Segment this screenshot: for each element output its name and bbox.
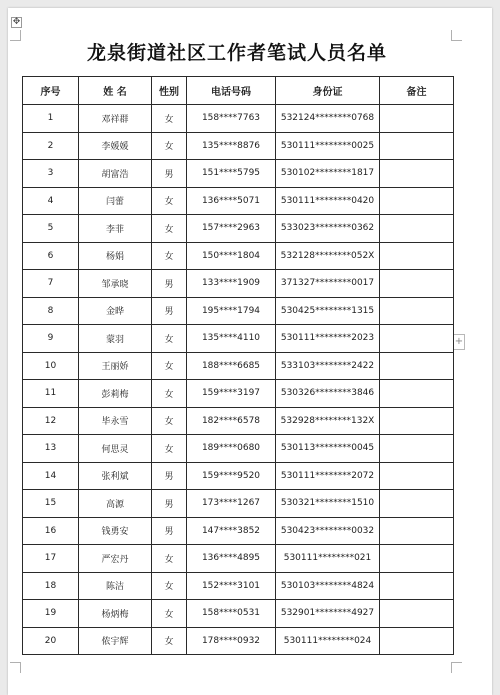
table-row [23, 352, 454, 380]
cell-id: 530425********1315 [276, 297, 380, 325]
cell-gender: 女 [152, 407, 187, 435]
cell-id: 530111********021 [276, 545, 380, 573]
cell-id: 530111********0420 [276, 187, 380, 215]
cell-phone: 136****4895 [187, 545, 276, 573]
cell-phone: 157****2963 [187, 215, 276, 243]
cell-number: 20 [23, 627, 79, 655]
cell-id: 530111********0025 [276, 132, 380, 160]
cell-phone: 195****1794 [187, 297, 276, 325]
cell-name: 蒙羽 [79, 325, 152, 353]
cell-phone: 136****5071 [187, 187, 276, 215]
cell-gender: 女 [152, 380, 187, 408]
table-row [23, 325, 454, 353]
table-header-row [23, 77, 454, 105]
cell-gender: 女 [152, 105, 187, 133]
cell-note [380, 242, 454, 270]
cell-number: 2 [23, 132, 79, 160]
cell-phone: 152****3101 [187, 572, 276, 600]
cell-name: 杨炳梅 [79, 600, 152, 628]
cell-number: 6 [23, 242, 79, 270]
cell-name: 胡富浩 [79, 160, 152, 188]
crop-mark-bottom-left [10, 662, 21, 673]
cell-note [380, 105, 454, 133]
cell-phone: 182****6578 [187, 407, 276, 435]
cell-name: 陈洁 [79, 572, 152, 600]
cell-number: 14 [23, 462, 79, 490]
cell-phone: 135****4110 [187, 325, 276, 353]
table-row [23, 105, 454, 133]
table-row [23, 297, 454, 325]
cell-number: 19 [23, 600, 79, 628]
cell-phone: 158****0531 [187, 600, 276, 628]
crop-mark-top-right [451, 30, 462, 41]
cell-gender: 女 [152, 242, 187, 270]
cell-phone: 159****9520 [187, 462, 276, 490]
cell-id: 530423********0032 [276, 517, 380, 545]
cell-gender: 女 [152, 352, 187, 380]
table-row [23, 490, 454, 518]
cell-gender: 男 [152, 517, 187, 545]
cell-number: 15 [23, 490, 79, 518]
cell-id: 532128********052X [276, 242, 380, 270]
cell-id: 532124********0768 [276, 105, 380, 133]
cell-number: 9 [23, 325, 79, 353]
table-row [23, 517, 454, 545]
cell-note [380, 352, 454, 380]
cell-note [380, 160, 454, 188]
table-row [23, 600, 454, 628]
table-row [23, 132, 454, 160]
cell-name: 彭莉梅 [79, 380, 152, 408]
cell-phone: 159****3197 [187, 380, 276, 408]
table-row [23, 242, 454, 270]
cell-id: 530103********4824 [276, 572, 380, 600]
cell-phone: 147****3852 [187, 517, 276, 545]
table-move-handle-icon[interactable]: ✥ [12, 17, 21, 27]
cell-gender: 女 [152, 627, 187, 655]
cell-gender: 女 [152, 545, 187, 573]
cell-number: 7 [23, 270, 79, 298]
cell-name: 严宏丹 [79, 545, 152, 573]
crop-mark-bottom-right [451, 662, 462, 673]
cell-id: 533103********2422 [276, 352, 380, 380]
cell-gender: 女 [152, 132, 187, 160]
roster-table [22, 76, 454, 655]
add-row-handle-icon[interactable]: + [453, 334, 465, 350]
cell-note [380, 490, 454, 518]
cell-gender: 女 [152, 435, 187, 463]
cell-name: 高源 [79, 490, 152, 518]
cell-id: 530111********2023 [276, 325, 380, 353]
cell-note [380, 297, 454, 325]
header-cell-note: 备注 [380, 77, 454, 105]
cell-id: 530111********024 [276, 627, 380, 655]
header-cell-id: 身份证 [276, 77, 380, 105]
header-cell-phone: 电话号码 [187, 77, 276, 105]
cell-name: 毕永雪 [79, 407, 152, 435]
cell-name: 王丽娇 [79, 352, 152, 380]
cell-note [380, 270, 454, 298]
cell-phone: 135****8876 [187, 132, 276, 160]
table-row [23, 407, 454, 435]
cell-phone: 188****6685 [187, 352, 276, 380]
cell-gender: 女 [152, 325, 187, 353]
cell-note [380, 215, 454, 243]
cell-id: 371327********0017 [276, 270, 380, 298]
cell-gender: 男 [152, 160, 187, 188]
table-row [23, 627, 454, 655]
cell-number: 1 [23, 105, 79, 133]
header-cell-gender: 性别 [152, 77, 187, 105]
cell-id: 530321********1510 [276, 490, 380, 518]
cell-number: 3 [23, 160, 79, 188]
cell-phone: 151****5795 [187, 160, 276, 188]
header-cell-number: 序号 [23, 77, 79, 105]
cell-name: 杨娟 [79, 242, 152, 270]
cell-note [380, 435, 454, 463]
cell-phone: 158****7763 [187, 105, 276, 133]
cell-note [380, 462, 454, 490]
cell-id: 530102********1817 [276, 160, 380, 188]
cell-gender: 女 [152, 187, 187, 215]
cell-number: 10 [23, 352, 79, 380]
cell-note [380, 572, 454, 600]
cell-name: 李菲 [79, 215, 152, 243]
cell-name: 何思灵 [79, 435, 152, 463]
cell-number: 12 [23, 407, 79, 435]
cell-gender: 男 [152, 297, 187, 325]
table-row [23, 462, 454, 490]
document-title: 龙泉街道社区工作者笔试人员名单 [86, 42, 387, 64]
cell-name: 侬宇辉 [79, 627, 152, 655]
table-row [23, 545, 454, 573]
table-row [23, 380, 454, 408]
cell-phone: 173****1267 [187, 490, 276, 518]
cell-number: 17 [23, 545, 79, 573]
cell-id: 532928********132X [276, 407, 380, 435]
cell-id: 530326********3846 [276, 380, 380, 408]
cell-note [380, 380, 454, 408]
cell-phone: 133****1909 [187, 270, 276, 298]
table-row [23, 187, 454, 215]
cell-note [380, 407, 454, 435]
cell-phone: 178****0932 [187, 627, 276, 655]
cell-gender: 男 [152, 490, 187, 518]
cell-number: 11 [23, 380, 79, 408]
cell-note [380, 545, 454, 573]
cell-number: 8 [23, 297, 79, 325]
table-row [23, 572, 454, 600]
cell-note [380, 325, 454, 353]
cell-id: 532901********4927 [276, 600, 380, 628]
cell-name: 张利斌 [79, 462, 152, 490]
cell-number: 5 [23, 215, 79, 243]
cell-number: 16 [23, 517, 79, 545]
cell-name: 邹承晓 [79, 270, 152, 298]
table-row [23, 270, 454, 298]
cell-id: 530111********2072 [276, 462, 380, 490]
cell-name: 李媛媛 [79, 132, 152, 160]
roster-table-body [23, 105, 454, 655]
cell-name: 金晔 [79, 297, 152, 325]
cell-gender: 男 [152, 462, 187, 490]
cell-name: 闫蕾 [79, 187, 152, 215]
cell-note [380, 600, 454, 628]
cell-note [380, 517, 454, 545]
cell-gender: 女 [152, 572, 187, 600]
cell-note [380, 187, 454, 215]
cell-name: 钱勇安 [79, 517, 152, 545]
cell-id: 533023********0362 [276, 215, 380, 243]
table-row [23, 160, 454, 188]
table-row [23, 215, 454, 243]
cell-number: 18 [23, 572, 79, 600]
cell-number: 4 [23, 187, 79, 215]
cell-phone: 150****1804 [187, 242, 276, 270]
table-row [23, 435, 454, 463]
cell-name: 邓祥群 [79, 105, 152, 133]
header-cell-name: 姓 名 [79, 77, 152, 105]
cell-id: 530113********0045 [276, 435, 380, 463]
cell-note [380, 132, 454, 160]
cell-note [380, 627, 454, 655]
cell-gender: 男 [152, 270, 187, 298]
cell-number: 13 [23, 435, 79, 463]
cell-phone: 189****0680 [187, 435, 276, 463]
cell-gender: 女 [152, 600, 187, 628]
cell-gender: 女 [152, 215, 187, 243]
crop-mark-top-left [10, 30, 21, 41]
